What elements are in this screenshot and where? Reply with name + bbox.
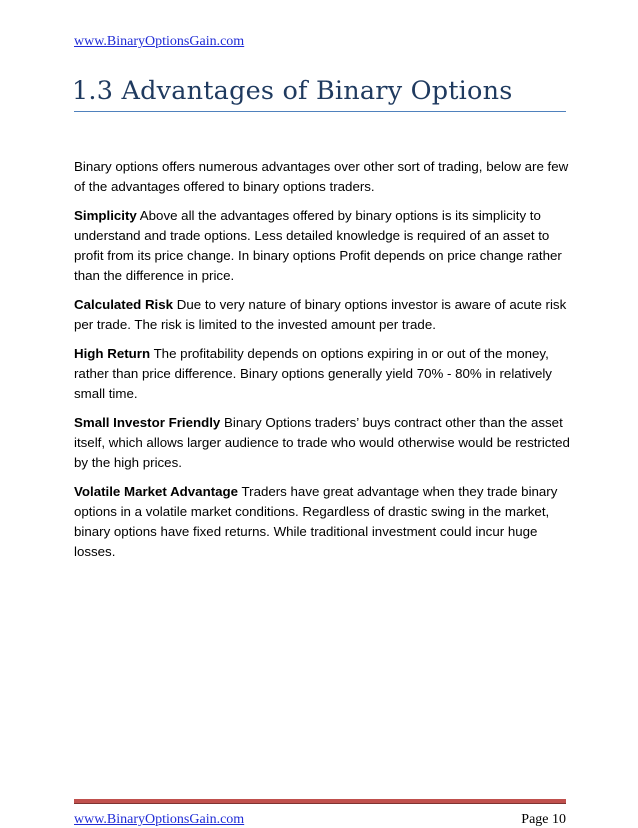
title-underline [74, 111, 566, 112]
intro-paragraph: Binary options offers numerous advantages over other sort of trading, below are few of the advantages offered to binary options traders. [74, 159, 569, 194]
footer-rule [74, 799, 566, 804]
advantage-text: The profitability depends on options expiring in or out of the money, rather than price difference. Binary options generally yield 70% - 80% in relatively small time. [74, 346, 552, 401]
advantage-text: Binary Options traders’ buys contract other than the asset itself, which allows larger audience to trade who would otherwise would be restricted by the high prices. [74, 415, 570, 470]
advantage-text: Due to very nature of binary options investor is aware of acute risk per trade. The risk is limited to the invested amount per trade. [74, 297, 567, 332]
advantage-high-return [74, 344, 574, 404]
section-body [74, 157, 574, 571]
page-number: Page 10 [521, 812, 566, 827]
advantage-term: Calculated Risk [74, 297, 174, 312]
advantage-term: Simplicity [74, 208, 137, 223]
advantage-simplicity [74, 206, 574, 286]
header-link[interactable]: www.BinaryOptionsGain.com [74, 34, 245, 49]
advantage-term: High Return [74, 346, 151, 361]
section-title: 1.3 Advantages of Binary Options [72, 76, 513, 106]
advantage-text: Traders have great advantage when they trade binary options in a volatile market conditions. Regardless of drastic swing in the market, binary options have fixed returns. While traditional investment could incur huge losses. [74, 484, 558, 559]
advantage-text: Above all the advantages offered by binary options is its simplicity to understand and trade options. Less detailed knowledge is required of an asset to profit from its price change. In binary options Profit depends on price change rather than the difference in price. [74, 208, 562, 283]
footer-link[interactable]: www.BinaryOptionsGain.com [74, 812, 245, 827]
advantage-term: Volatile Market Advantage [74, 484, 239, 499]
advantage-term: Small Investor Friendly [74, 415, 221, 430]
advantage-calculated-risk [74, 295, 574, 335]
advantage-volatile-market [74, 482, 574, 562]
advantage-small-investor-friendly [74, 413, 574, 473]
